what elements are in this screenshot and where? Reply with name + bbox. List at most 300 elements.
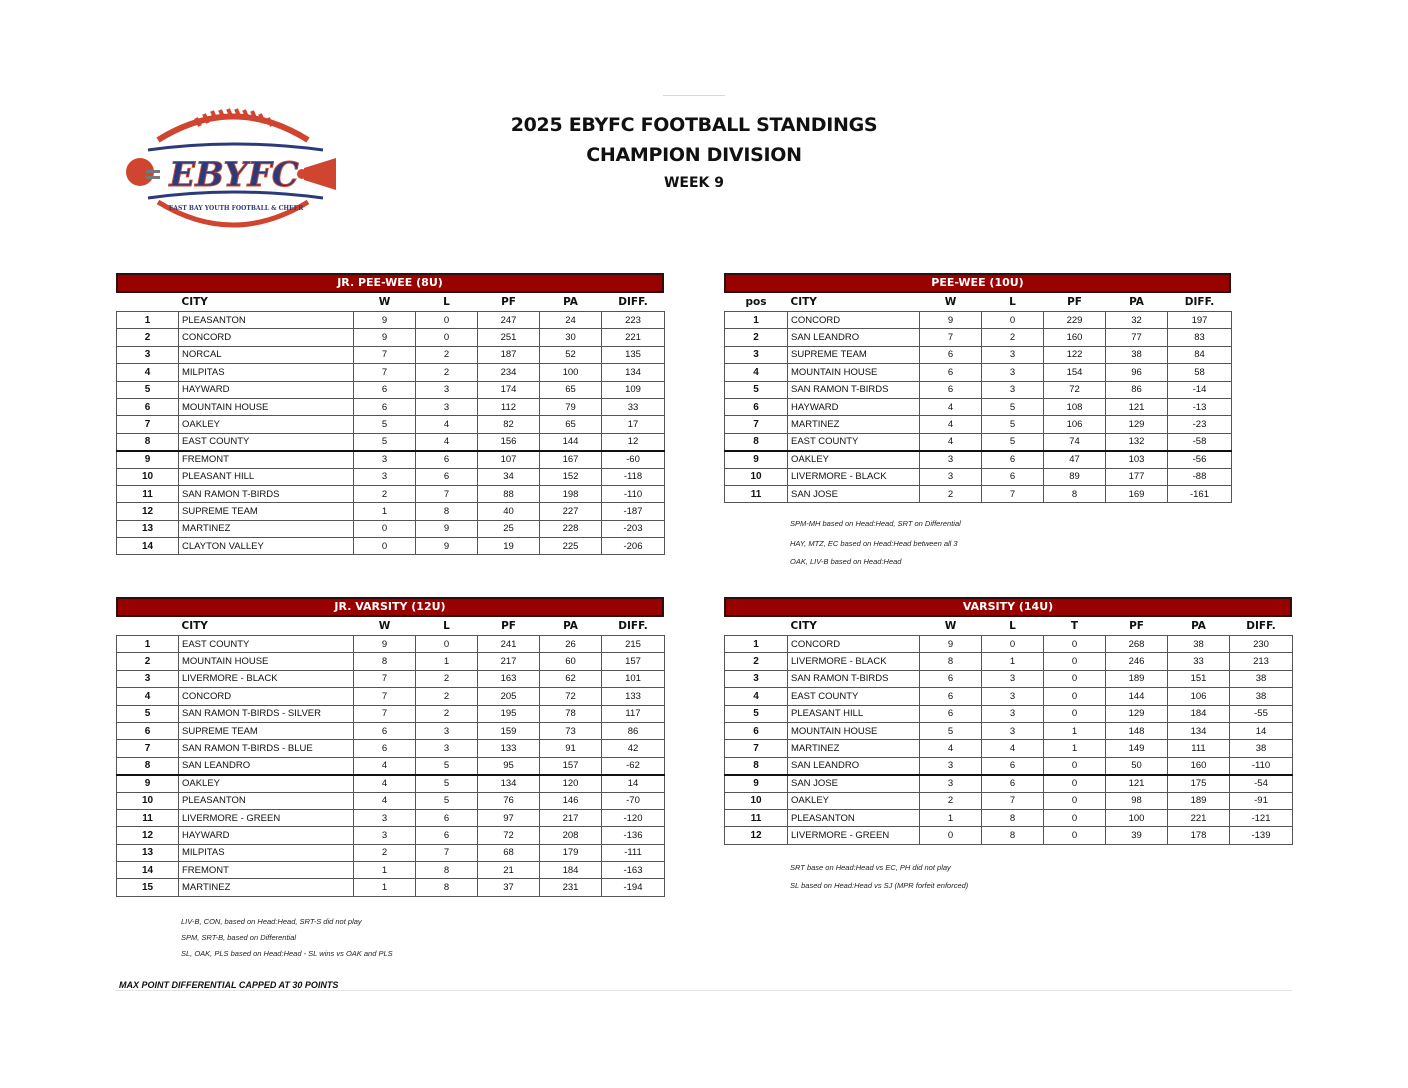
stat-cell: 79 xyxy=(540,398,602,415)
stat-cell: 157 xyxy=(602,653,665,670)
stat-cell: 151 xyxy=(1168,670,1230,687)
team-cell: HAYWARD xyxy=(179,381,354,398)
stat-cell: 157 xyxy=(540,757,602,774)
stat-cell: 187 xyxy=(478,346,540,363)
stat-cell: 134 xyxy=(1168,722,1230,739)
table-row xyxy=(725,757,1293,774)
stat-cell: 7 xyxy=(354,346,416,363)
stat-cell: 1 xyxy=(354,862,416,879)
stat-cell: -139 xyxy=(1230,827,1293,844)
stat-cell: 58 xyxy=(1168,364,1232,381)
table-row xyxy=(725,670,1293,687)
stat-cell: 6 xyxy=(354,722,416,739)
standings-jr-peewee xyxy=(116,273,664,555)
rank-cell: 3 xyxy=(725,346,788,363)
table-row xyxy=(725,451,1232,468)
stat-cell: 8 xyxy=(416,879,478,896)
stat-cell: 8 xyxy=(416,862,478,879)
standings-table xyxy=(724,617,1293,845)
rank-cell: 6 xyxy=(725,398,788,415)
differential-cap-note: MAX POINT DIFFERENTIAL CAPPED AT 30 POINTS xyxy=(119,980,339,990)
column-header: pos xyxy=(745,296,767,308)
table-row xyxy=(117,757,665,774)
stat-cell: 117 xyxy=(602,705,665,722)
rank-cell: 7 xyxy=(117,740,179,757)
team-cell: MARTINEZ xyxy=(788,740,920,757)
stat-cell: 7 xyxy=(354,670,416,687)
stat-cell: 2 xyxy=(416,364,478,381)
stat-cell: 3 xyxy=(920,757,982,774)
table-row xyxy=(117,653,665,670)
team-cell: SAN JOSE xyxy=(788,775,920,792)
stat-cell: 0 xyxy=(1044,636,1106,653)
table-row xyxy=(117,670,665,687)
table-row xyxy=(725,433,1232,450)
stat-cell: 184 xyxy=(1168,705,1230,722)
stat-cell: 65 xyxy=(540,381,602,398)
stat-cell: 2 xyxy=(920,485,982,502)
stat-cell: 103 xyxy=(1106,451,1168,468)
stat-cell: 3 xyxy=(920,468,982,485)
stat-cell: 0 xyxy=(416,312,478,329)
column-header: CITY xyxy=(790,620,817,632)
column-header: L xyxy=(1009,296,1016,308)
stat-cell: 160 xyxy=(1044,329,1106,346)
stat-cell: 221 xyxy=(602,329,665,346)
stat-cell: 4 xyxy=(416,433,478,450)
table-row xyxy=(117,346,665,363)
column-header: DIFF. xyxy=(618,296,648,308)
stat-cell: 38 xyxy=(1106,346,1168,363)
stat-cell: 0 xyxy=(354,538,416,555)
column-header xyxy=(117,617,179,636)
stat-cell: 62 xyxy=(540,670,602,687)
stat-cell: 6 xyxy=(982,757,1044,774)
stat-cell: 1 xyxy=(982,653,1044,670)
column-header: PA xyxy=(1191,620,1206,632)
stat-cell: 6 xyxy=(354,398,416,415)
stat-cell: 111 xyxy=(1168,740,1230,757)
stat-cell: 169 xyxy=(1106,485,1168,502)
header-row xyxy=(117,293,665,312)
stat-cell: 133 xyxy=(478,740,540,757)
team-cell: MILPITAS xyxy=(179,844,354,861)
stat-cell: 83 xyxy=(1168,329,1232,346)
rank-cell: 13 xyxy=(117,844,179,861)
table-row xyxy=(117,827,665,844)
stat-cell: 129 xyxy=(1106,705,1168,722)
column-header: PA xyxy=(1129,296,1144,308)
stat-cell: 156 xyxy=(478,433,540,450)
stat-cell: 77 xyxy=(1106,329,1168,346)
table-row xyxy=(725,346,1232,363)
team-cell: SUPREME TEAM xyxy=(788,346,920,363)
stat-cell: 7 xyxy=(416,485,478,502)
stat-cell: 230 xyxy=(1230,636,1293,653)
table-row xyxy=(117,792,665,809)
column-header xyxy=(725,617,788,636)
stat-cell: 12 xyxy=(602,433,665,450)
rank-cell: 9 xyxy=(725,775,788,792)
rank-cell: 8 xyxy=(117,433,179,450)
table-row xyxy=(725,364,1232,381)
stat-cell: 152 xyxy=(540,468,602,485)
stat-cell: 227 xyxy=(540,503,602,520)
stat-cell: 1 xyxy=(354,503,416,520)
division-band: PEE-WEE (10U) xyxy=(724,273,1231,293)
stat-cell: 9 xyxy=(416,520,478,537)
stat-cell: -110 xyxy=(602,485,665,502)
table-row xyxy=(117,740,665,757)
team-cell: SAN LEANDRO xyxy=(788,757,920,774)
stat-cell: -136 xyxy=(602,827,665,844)
table-row xyxy=(117,862,665,879)
stat-cell: 7 xyxy=(354,705,416,722)
rank-cell: 2 xyxy=(725,653,788,670)
team-cell: SAN RAMON T-BIRDS - BLUE xyxy=(179,740,354,757)
stat-cell: 9 xyxy=(920,636,982,653)
rank-cell: 14 xyxy=(117,862,179,879)
table-row xyxy=(117,636,665,653)
team-cell: CONCORD xyxy=(788,312,920,329)
stat-cell: 129 xyxy=(1106,416,1168,433)
team-cell: SAN JOSE xyxy=(788,485,920,502)
team-cell: MARTINEZ xyxy=(179,879,354,896)
team-cell: CONCORD xyxy=(179,688,354,705)
team-cell: HAYWARD xyxy=(788,398,920,415)
stat-cell: 149 xyxy=(1106,740,1168,757)
stat-cell: 107 xyxy=(478,451,540,468)
svg-text:EBYFC: EBYFC xyxy=(169,155,299,195)
stat-cell: 247 xyxy=(478,312,540,329)
table-row xyxy=(725,468,1232,485)
stat-cell: 231 xyxy=(540,879,602,896)
stat-cell: 9 xyxy=(920,312,982,329)
team-cell: CONCORD xyxy=(179,329,354,346)
stat-cell: 3 xyxy=(354,809,416,826)
table-row xyxy=(117,312,665,329)
rank-cell: 4 xyxy=(117,688,179,705)
stat-cell: 7 xyxy=(982,485,1044,502)
team-cell: MARTINEZ xyxy=(179,520,354,537)
team-cell: SAN LEANDRO xyxy=(179,757,354,774)
stat-cell: 38 xyxy=(1230,688,1293,705)
stat-cell: 178 xyxy=(1168,827,1230,844)
stat-cell: 72 xyxy=(540,688,602,705)
stat-cell: 74 xyxy=(1044,433,1106,450)
tiebreak-note: HAY, MTZ, EC based on Head:Head between all 3 xyxy=(790,539,958,548)
stat-cell: -55 xyxy=(1230,705,1293,722)
stat-cell: 0 xyxy=(982,636,1044,653)
column-header: W xyxy=(944,296,957,308)
table-row xyxy=(117,722,665,739)
team-cell: LIVERMORE - BLACK xyxy=(179,670,354,687)
stat-cell: 4 xyxy=(920,433,982,450)
stat-cell: 2 xyxy=(920,792,982,809)
rank-cell: 10 xyxy=(725,792,788,809)
stat-cell: 4 xyxy=(416,416,478,433)
stat-cell: 42 xyxy=(602,740,665,757)
table-row xyxy=(117,329,665,346)
table-row xyxy=(725,722,1293,739)
column-header: W xyxy=(378,620,391,632)
rank-cell: 11 xyxy=(117,809,179,826)
stat-cell: 3 xyxy=(982,722,1044,739)
page-header xyxy=(480,112,908,194)
rank-cell: 5 xyxy=(725,381,788,398)
team-cell: PLEASANTON xyxy=(179,792,354,809)
table-row xyxy=(725,827,1293,844)
stat-cell: 47 xyxy=(1044,451,1106,468)
stat-cell: 5 xyxy=(982,433,1044,450)
rank-cell: 8 xyxy=(725,757,788,774)
stat-cell: 8 xyxy=(982,827,1044,844)
rank-cell: 6 xyxy=(117,722,179,739)
stat-cell: 234 xyxy=(478,364,540,381)
stat-cell: 89 xyxy=(1044,468,1106,485)
table-row xyxy=(725,381,1232,398)
team-cell: MOUNTAIN HOUSE xyxy=(179,653,354,670)
stat-cell: 6 xyxy=(982,775,1044,792)
stat-cell: 205 xyxy=(478,688,540,705)
stat-cell: 25 xyxy=(478,520,540,537)
stat-cell: 86 xyxy=(1106,381,1168,398)
column-header: L xyxy=(1009,620,1016,632)
rank-cell: 11 xyxy=(725,485,788,502)
stat-cell: 26 xyxy=(540,636,602,653)
stat-cell: 6 xyxy=(354,381,416,398)
stat-cell: 5 xyxy=(354,433,416,450)
stat-cell: 1 xyxy=(1044,722,1106,739)
stat-cell: 14 xyxy=(602,775,665,792)
week-label: WEEK 9 xyxy=(663,175,725,191)
stat-cell: 134 xyxy=(602,364,665,381)
stat-cell: 2 xyxy=(354,844,416,861)
rank-cell: 5 xyxy=(117,705,179,722)
stat-cell: 33 xyxy=(1168,653,1230,670)
team-cell: PLEASANT HILL xyxy=(788,705,920,722)
stat-cell: 160 xyxy=(1168,757,1230,774)
header-row xyxy=(725,293,1232,312)
table-row xyxy=(117,879,665,896)
stat-cell: -54 xyxy=(1230,775,1293,792)
rank-cell: 4 xyxy=(117,364,179,381)
page-bottom-line xyxy=(116,990,1292,991)
tiebreak-note: SPM, SRT-B, based on Differential xyxy=(181,933,297,942)
stat-cell: -194 xyxy=(602,879,665,896)
tiebreak-note: LIV-B, CON, based on Head:Head, SRT-S did not play xyxy=(181,917,362,926)
table-row xyxy=(725,329,1232,346)
stat-cell: 38 xyxy=(1168,636,1230,653)
rank-cell: 13 xyxy=(117,520,179,537)
stat-cell: 97 xyxy=(478,809,540,826)
team-cell: SAN RAMON T-BIRDS xyxy=(788,381,920,398)
rank-cell: 3 xyxy=(117,670,179,687)
stat-cell: 6 xyxy=(920,364,982,381)
stat-cell: 120 xyxy=(540,775,602,792)
stat-cell: 4 xyxy=(920,416,982,433)
team-cell: EAST COUNTY xyxy=(179,433,354,450)
table-row xyxy=(117,416,665,433)
stat-cell: 3 xyxy=(982,688,1044,705)
rank-cell: 7 xyxy=(117,416,179,433)
table-row xyxy=(725,688,1293,705)
stat-cell: 5 xyxy=(982,416,1044,433)
team-cell: PLEASANTON xyxy=(788,809,920,826)
stat-cell: 8 xyxy=(920,653,982,670)
table-row xyxy=(117,809,665,826)
stat-cell: 189 xyxy=(1168,792,1230,809)
stat-cell: 197 xyxy=(1168,312,1232,329)
team-cell: SAN RAMON T-BIRDS xyxy=(788,670,920,687)
team-cell: MARTINEZ xyxy=(788,416,920,433)
division-band: JR. VARSITY (12U) xyxy=(116,597,664,617)
stat-cell: 73 xyxy=(540,722,602,739)
stat-cell: 88 xyxy=(478,485,540,502)
stat-cell: 6 xyxy=(920,688,982,705)
stat-cell: 5 xyxy=(416,775,478,792)
header-row xyxy=(117,617,665,636)
rank-cell: 6 xyxy=(725,722,788,739)
stat-cell: 38 xyxy=(1230,740,1293,757)
stat-cell: -23 xyxy=(1168,416,1232,433)
stat-cell: 0 xyxy=(1044,705,1106,722)
stat-cell: 121 xyxy=(1106,398,1168,415)
stat-cell: 195 xyxy=(478,705,540,722)
rank-cell: 4 xyxy=(725,688,788,705)
stat-cell: 0 xyxy=(1044,775,1106,792)
stat-cell: 40 xyxy=(478,503,540,520)
stat-cell: 14 xyxy=(1230,722,1293,739)
stat-cell: 225 xyxy=(540,538,602,555)
stat-cell: -13 xyxy=(1168,398,1232,415)
stat-cell: 96 xyxy=(1106,364,1168,381)
stat-cell: 184 xyxy=(540,862,602,879)
stat-cell: 32 xyxy=(1106,312,1168,329)
stat-cell: 213 xyxy=(1230,653,1293,670)
stat-cell: 3 xyxy=(982,346,1044,363)
standings-varsity xyxy=(724,597,1292,845)
table-row xyxy=(117,503,665,520)
table-row xyxy=(117,398,665,415)
division-band: VARSITY (14U) xyxy=(724,597,1292,617)
rank-cell: 2 xyxy=(117,653,179,670)
stat-cell: 3 xyxy=(354,451,416,468)
tiebreak-note: SL, OAK, PLS based on Head:Head - SL wins vs OAK and PLS xyxy=(181,949,393,958)
stat-cell: 109 xyxy=(602,381,665,398)
team-cell: LIVERMORE - GREEN xyxy=(788,827,920,844)
stat-cell: -161 xyxy=(1168,485,1232,502)
stat-cell: 3 xyxy=(920,451,982,468)
table-row xyxy=(725,705,1293,722)
stat-cell: 2 xyxy=(354,485,416,502)
rank-cell: 1 xyxy=(725,312,788,329)
stat-cell: 3 xyxy=(982,364,1044,381)
tiebreak-note: SL based on Head:Head vs SJ (MPR forfeit enforced) xyxy=(790,881,969,890)
stat-cell: 8 xyxy=(1044,485,1106,502)
stat-cell: 37 xyxy=(478,879,540,896)
stat-cell: 5 xyxy=(982,398,1044,415)
stat-cell: 3 xyxy=(920,775,982,792)
rank-cell: 7 xyxy=(725,740,788,757)
stat-cell: 4 xyxy=(920,398,982,415)
rank-cell: 1 xyxy=(117,312,179,329)
team-cell: PLEASANTON xyxy=(179,312,354,329)
team-cell: MOUNTAIN HOUSE xyxy=(788,722,920,739)
stat-cell: 65 xyxy=(540,416,602,433)
stat-cell: 76 xyxy=(478,792,540,809)
stat-cell: 5 xyxy=(416,792,478,809)
stat-cell: 223 xyxy=(602,312,665,329)
table-row xyxy=(725,636,1293,653)
stat-cell: 72 xyxy=(1044,381,1106,398)
table-row xyxy=(117,775,665,792)
team-cell: LIVERMORE - BLACK xyxy=(788,653,920,670)
stat-cell: 3 xyxy=(982,381,1044,398)
column-header: CITY xyxy=(181,620,208,632)
table-row xyxy=(117,538,665,555)
header-row xyxy=(725,617,1293,636)
stat-cell: 229 xyxy=(1044,312,1106,329)
column-header: T xyxy=(1070,620,1079,632)
rank-cell: 10 xyxy=(117,792,179,809)
stat-cell: 17 xyxy=(602,416,665,433)
stat-cell: 19 xyxy=(478,538,540,555)
stat-cell: 144 xyxy=(1106,688,1168,705)
team-cell: PLEASANT HILL xyxy=(179,468,354,485)
stat-cell: 1 xyxy=(920,809,982,826)
stat-cell: 6 xyxy=(920,346,982,363)
stat-cell: -88 xyxy=(1168,468,1232,485)
stat-cell: 6 xyxy=(982,468,1044,485)
stat-cell: 106 xyxy=(1168,688,1230,705)
stat-cell: 0 xyxy=(1044,809,1106,826)
stat-cell: 108 xyxy=(1044,398,1106,415)
stat-cell: 132 xyxy=(1106,433,1168,450)
stat-cell: 121 xyxy=(1106,775,1168,792)
team-cell: EAST COUNTY xyxy=(788,433,920,450)
stat-cell: -56 xyxy=(1168,451,1232,468)
stat-cell: -187 xyxy=(602,503,665,520)
stat-cell: 9 xyxy=(354,329,416,346)
stat-cell: 3 xyxy=(416,381,478,398)
stat-cell: -62 xyxy=(602,757,665,774)
team-cell: LIVERMORE - BLACK xyxy=(788,468,920,485)
stat-cell: 78 xyxy=(540,705,602,722)
table-row xyxy=(725,792,1293,809)
stat-cell: 2 xyxy=(416,346,478,363)
stat-cell: 8 xyxy=(982,809,1044,826)
stat-cell: 7 xyxy=(416,844,478,861)
stat-cell: 1 xyxy=(354,879,416,896)
stat-cell: 9 xyxy=(354,312,416,329)
football-laces-icon xyxy=(158,109,308,140)
stat-cell: 6 xyxy=(354,740,416,757)
stat-cell: 246 xyxy=(1106,653,1168,670)
stat-cell: 177 xyxy=(1106,468,1168,485)
stat-cell: 50 xyxy=(1106,757,1168,774)
football-helmet-icon xyxy=(126,158,160,186)
column-header xyxy=(117,293,179,312)
rank-cell: 3 xyxy=(117,346,179,363)
team-cell: FREMONT xyxy=(179,862,354,879)
stat-cell: 217 xyxy=(540,809,602,826)
stat-cell: -58 xyxy=(1168,433,1232,450)
stat-cell: 215 xyxy=(602,636,665,653)
rank-cell: 9 xyxy=(725,451,788,468)
stat-cell: 6 xyxy=(920,381,982,398)
table-row xyxy=(725,485,1232,502)
